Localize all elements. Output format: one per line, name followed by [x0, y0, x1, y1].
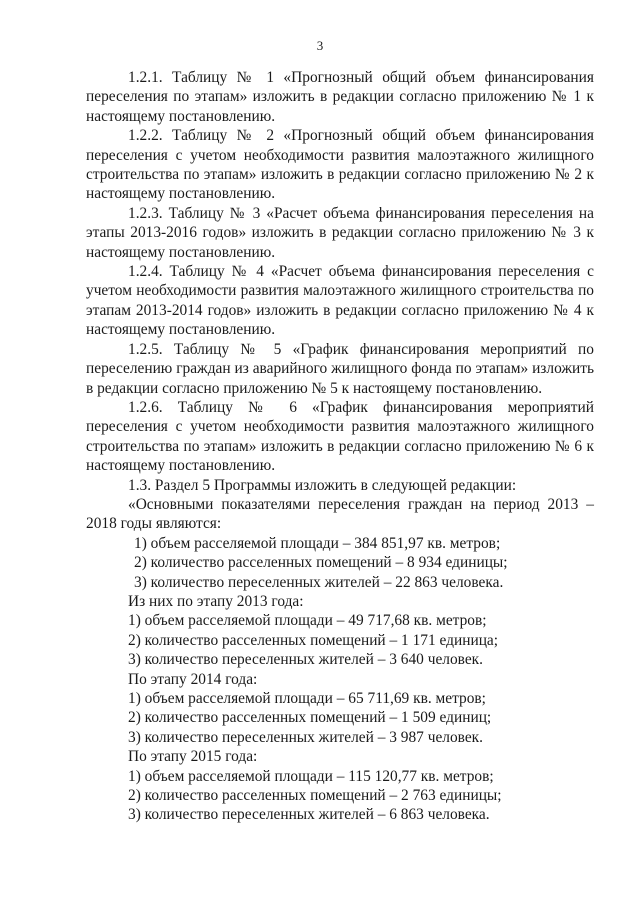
totals-item-residents: 3) количество переселенных жителей – 22 863 человека. [134, 573, 504, 591]
paragraph-1-2-2: 1.2.2. Таблицу № 2 «Прогнозный общий объем финансирования переселения с учетом необходимости развития малоэтажного жилищного строительства по этапам» изложить в редакции согласно приложению № 2 к настоящему постановлению. [86, 127, 594, 203]
stage-2014-item-residents: 3) количество переселенных жителей – 3 987 человек. [128, 728, 484, 746]
stage-2013-item-area: 1) объем расселяемой площади – 49 717,68 кв. метров; [128, 612, 487, 630]
totals-item-area: 1) объем расселяемой площади – 384 851,97 кв. метров; [134, 534, 501, 552]
stage-2013-heading: Из них по этапу 2013 года: [128, 592, 304, 610]
paragraph-1-2-4: 1.2.4. Таблицу № 4 «Расчет объема финансирования переселения с учетом необходимости развития малоэтажного жилищного строительства по этапам 2013-2014 годов» изложить в редакции согласно приложению № 4 к настоящему постановлению. [86, 263, 594, 339]
stage-2015-item-residents: 3) количество переселенных жителей – 6 863 человека. [128, 806, 490, 824]
paragraph-1-3: 1.3. Раздел 5 Программы изложить в следующей редакции: [128, 476, 517, 494]
stage-2013-item-premises: 2) количество расселенных помещений – 1 171 единица; [128, 631, 499, 649]
stage-2015-heading: По этапу 2015 года: [128, 748, 258, 766]
stage-2014-item-area: 1) объем расселяемой площади – 65 711,69 кв. метров; [128, 690, 486, 707]
paragraph-1-2-3: 1.2.3. Таблицу № 3 «Расчет объема финансирования переселения на этапы 2013-2016 годов» изложить в редакции согласно приложению № 3 к настоящему постановлению. [86, 204, 594, 261]
paragraph-intro: «Основными показателями переселения граждан на период 2013 – 2018 годы являются: [86, 495, 594, 533]
paragraph-1-2-6: 1.2.6. Таблицу № 6 «График финансирования мероприятий переселения с учетом необходимости развития малоэтажного жилищного строительства по этапам» изложить в редакции согласно приложению № 6 к настоящему постановлению. [86, 398, 594, 475]
paragraph-1-2-5: 1.2.5. Таблицу № 5 «График финансирования мероприятий по переселению граждан из аварийного жилищного фонда по этапам» изложить в редакции согласно приложению № 5 к настоящему постановлению. [86, 340, 594, 397]
stage-2014-item-premises: 2) количество расселенных помещений – 1 509 единиц; [128, 709, 492, 727]
totals-item-premises: 2) количество расселенных помещений – 8 934 единицы; [134, 554, 508, 572]
stage-2014-heading: По этапу 2014 года: [128, 670, 258, 688]
stage-2015-item-area: 1) объем расселяемой площади – 115 120,77 кв. метров; [128, 767, 494, 785]
paragraph-1-2-1: 1.2.1. Таблицу № 1 «Прогнозный общий объем финансирования переселения по этапам» изложить в редакции согласно приложению № 1 к настоящему постановлению. [86, 69, 594, 125]
stage-2013-item-residents: 3) количество переселенных жителей – 3 640 человек. [128, 651, 484, 669]
stage-2015-item-premises: 2) количество расселенных помещений – 2 763 единицы; [128, 787, 502, 805]
scan-artifact [40, 6, 600, 8]
page-number: 3 [316, 38, 324, 53]
document-body [86, 68, 594, 825]
